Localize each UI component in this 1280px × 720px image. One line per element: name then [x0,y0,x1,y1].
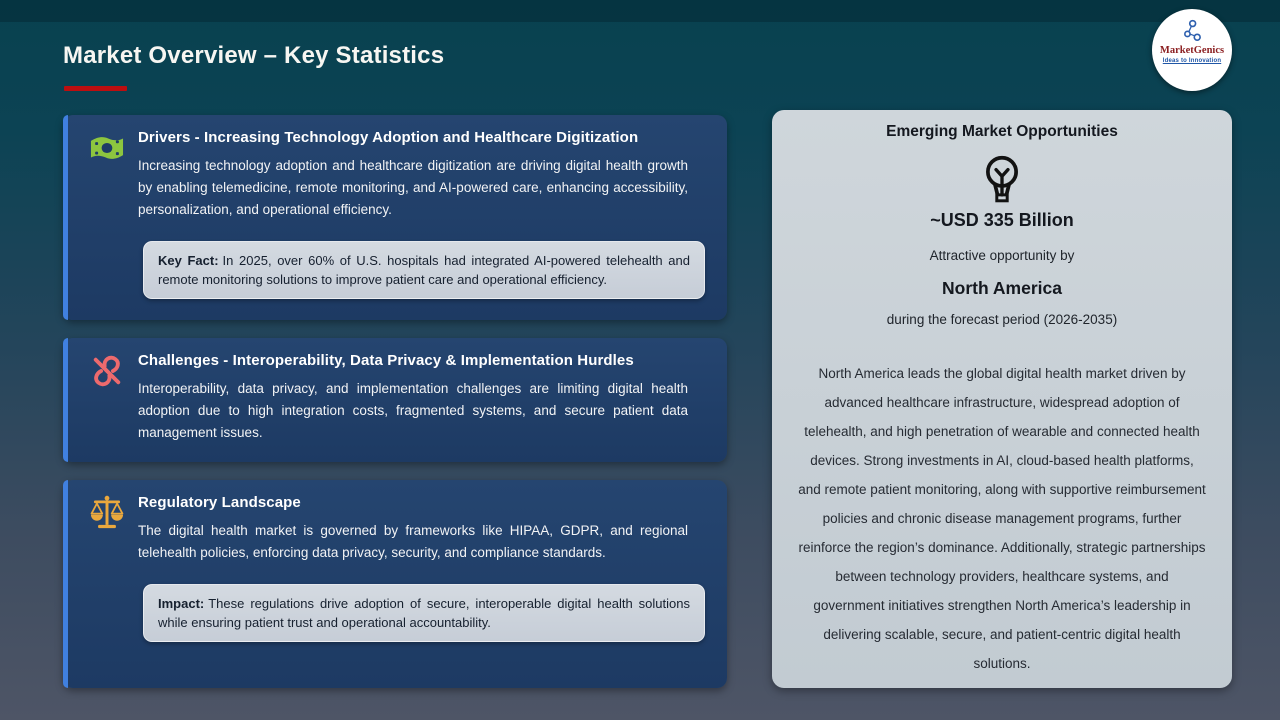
marketgenics-logo [1152,9,1232,91]
card-drivers-body: Increasing technology adoption and healthcare digitization are driving digital health growth by enabling telemedicine, remote monitoring, and AI-powered care, enhancing accessibility, personalization, and operational efficiency. [138,158,688,217]
card-challenges-content [138,338,705,444]
card-drivers-title: Drivers - Increasing Technology Adoption and Healthcare Digitization [138,129,639,146]
opportunity-period: during the forecast period (2026-2035) [886,312,1118,327]
card-regulatory-title: Regulatory Landscape [138,494,301,511]
impact-box [143,584,705,642]
logo-name: MarketGenics [1159,45,1225,56]
card-challenges [63,338,727,462]
card-challenges-body: Interoperability, data privacy, and implementation challenges are limiting digital health adoption due to high integration costs, fragmented systems, and secure patient data management issues. [138,381,688,440]
key-fact-label: Key Fact: [158,253,219,268]
opportunity-description: North America leads the global digital health market driven by advanced healthcare infrastructure, widespread adoption of telehealth, and high penetration of wearable and connected health devices. Strong investments in AI, cloud-based health platforms, and remote patient monitoring, along with supportive reimbursement policies and chronic disease management programs, further reinforce the region’s dominance. Additionally, strategic partnerships between technology providers, healthcare systems, and government initiatives strengthen North America’s leadership in delivering scalable, secure, and patient-centric digital health solutions. [798,366,1206,671]
lightbulb-icon [772,154,1232,206]
opportunity-panel-title: Emerging Market Opportunities [886,123,1118,140]
opportunity-panel [772,110,1232,688]
scales-icon [88,494,126,532]
impact-text: These regulations drive adoption of secure, interoperable digital health solutions while ensuring patient trust and operational accountability. [158,596,690,630]
impact-label: Impact: [158,596,205,611]
card-drivers-content [138,115,705,299]
page-title: Market Overview – Key Statistics [63,42,445,69]
card-regulatory [63,480,727,688]
molecule-icon [1179,19,1205,45]
key-fact-box [143,241,705,299]
broken-link-icon [88,352,126,390]
card-regulatory-body: The digital health market is governed by frameworks like HIPAA, GDPR, and regional telehealth policies, enforcing data privacy, security, and compliance standards. [138,523,688,560]
money-bill-icon [88,129,126,167]
card-drivers [63,115,727,320]
title-underline [64,86,127,91]
opportunity-subtitle: Attractive opportunity by [929,248,1075,263]
logo-tagline: Ideas to Innovation [1162,57,1222,64]
card-challenges-title: Challenges - Interoperability, Data Privacy & Implementation Hurdles [138,352,634,369]
opportunity-region: North America [942,278,1062,298]
opportunity-value: ~USD 335 Billion [930,210,1074,230]
top-band [0,0,1280,22]
card-regulatory-content [138,480,705,642]
key-fact-text: In 2025, over 60% of U.S. hospitals had integrated AI-powered telehealth and remote monitoring solutions to improve patient care and operational efficiency. [158,253,690,287]
